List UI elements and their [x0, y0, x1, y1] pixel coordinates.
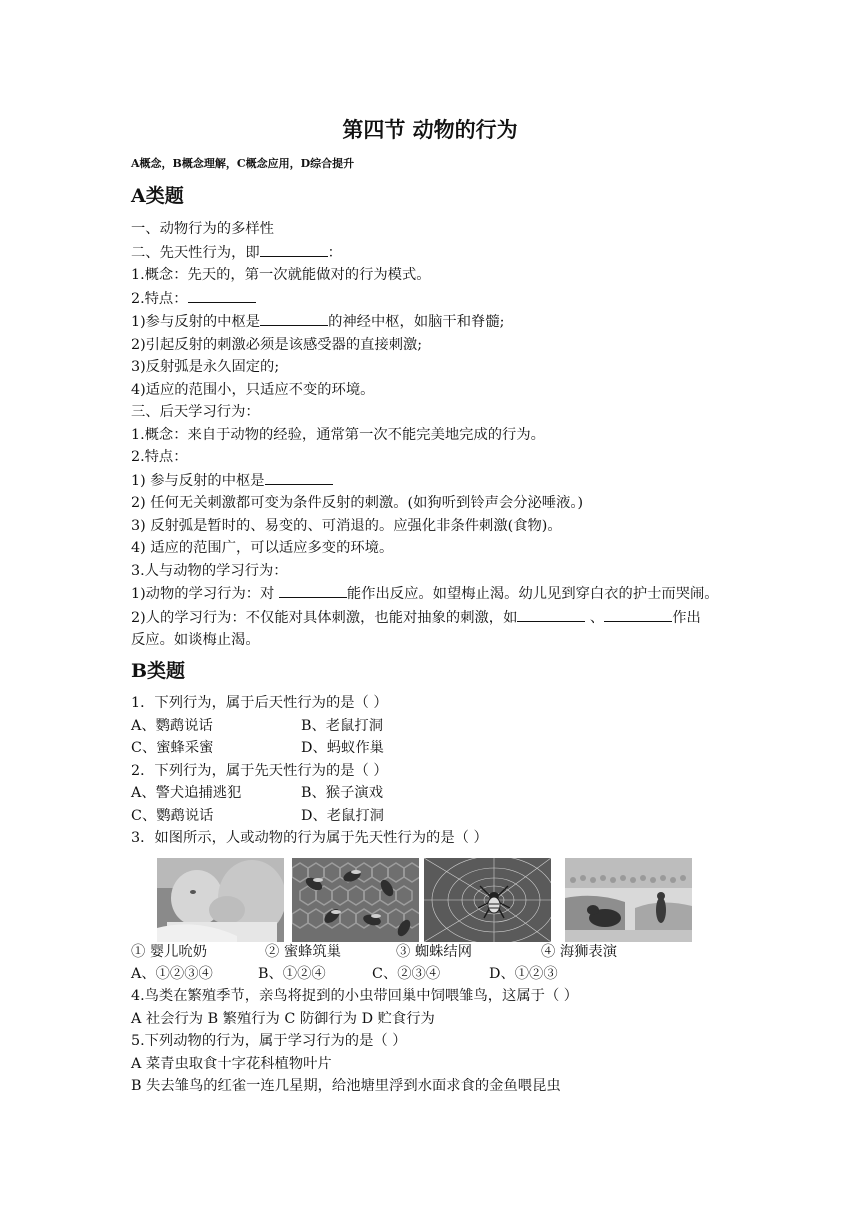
question-option-b: B 失去雏鸟的红雀一连几星期，给池塘里浮到水面求食的金鱼喂昆虫	[131, 1078, 561, 1094]
question-1: 1．下列行为，属于后天性行为的是（ ）	[131, 695, 388, 711]
text-line: 1)参与反射的中枢是 的神经中枢，如脑干和脊髓;	[131, 310, 741, 334]
question-options: A、鹦鹉说话 B、老鼠打洞	[131, 717, 383, 734]
caption-2: ② 蜜蜂筑巢	[265, 944, 342, 960]
text-line: 2.特点：	[131, 287, 741, 311]
question-4: 4.鸟类在繁殖季节，亲鸟将捉到的小虫带回巢中饲喂雏鸟，这属于（ ）	[131, 988, 579, 1004]
question-option-a: A 菜青虫取食十字花科植物叶片	[131, 1055, 332, 1072]
option: D、①②③	[489, 966, 558, 982]
text-line: 1)动物的学习行为：对 能作出反应。如望梅止渴。幼儿见到穿白衣的护士而哭闹。	[131, 582, 741, 606]
text-line: 1.概念：来自于动物的经验，通常第一次不能完美地完成的行为。	[131, 426, 545, 443]
bees-honeycomb-photo	[292, 858, 419, 942]
text-line: 4) 适应的范围广，可以适应多变的环境。	[131, 540, 394, 556]
baby-nursing-photo	[157, 858, 284, 942]
fill-blank	[604, 606, 672, 622]
text-line: 2.特点：	[131, 449, 188, 465]
text-line: 3)反射弧是永久固定的;	[131, 359, 280, 375]
text-line: 反应。如谈梅止渴。	[131, 632, 260, 648]
fill-blank	[260, 310, 328, 326]
question-2: 2．下列行为，属于先天性行为的是（ ）	[131, 762, 388, 779]
fill-blank	[517, 606, 585, 622]
text-line: 一、动物行为的多样性	[131, 221, 274, 237]
sea-lion-show-photo	[565, 858, 692, 942]
text-line: 二、先天性行为，即 ：	[131, 241, 741, 265]
question-5: 5.下列动物的行为，属于学习行为的是（ ）	[131, 1033, 407, 1049]
page-subtitle: A概念，B概念理解，C概念应用，D综合提升	[131, 157, 355, 170]
text-line: 3.人与动物的学习行为：	[131, 562, 288, 579]
option: A、①②③④	[131, 966, 213, 982]
text-line: 4)适应的范围小，只适应不变的环境。	[131, 381, 375, 398]
caption-3: ③ 蜘蛛结网	[396, 944, 473, 960]
text-line: 2)引起反射的刺激必须是该感受器的直接刺激;	[131, 336, 423, 353]
question-options: A、警犬追捕逃犯 B、猴子演戏	[131, 785, 383, 801]
section-b-more-questions	[131, 985, 741, 1098]
spider-web-photo	[424, 858, 551, 942]
fill-blank	[188, 287, 256, 303]
fill-blank	[260, 241, 328, 257]
section-a-heading: A类题	[131, 185, 184, 207]
text-line: 2)人的学习行为：不仅能对具体刺激，也能对抽象的刺激，如 、 作出	[131, 606, 741, 630]
question-options: C、蜜蜂采蜜 D、蚂蚁作巢	[131, 740, 384, 756]
section-b-questions	[131, 692, 741, 850]
text-line: 2) 任何无关刺激都可变为条件反射的刺激。(如狗听到铃声会分泌唾液。)	[131, 495, 584, 511]
caption-4: ④ 海狮表演	[541, 944, 618, 960]
question-options: C、鹦鹉说话 D、老鼠打洞	[131, 807, 384, 824]
question-3: 3．如图所示，人或动物的行为属于先天性行为的是（ ）	[131, 830, 488, 846]
page-title: 第四节 动物的行为	[342, 117, 518, 142]
option: C、②③④	[372, 966, 441, 982]
fill-blank	[265, 469, 333, 485]
text-line: 1.概念：先天的，第一次就能做对的行为模式。	[131, 267, 431, 283]
question-3-photos	[157, 858, 717, 942]
text-line: 三、后天学习行为：	[131, 404, 260, 420]
caption-1: ① 婴儿吮奶	[131, 944, 208, 960]
section-b-heading: B类题	[131, 660, 186, 682]
text-line: 3) 反射弧是暂时的、易变的、可消退的。应强化非条件刺激(食物)。	[131, 517, 562, 534]
text-line: 1) 参与反射的中枢是	[131, 469, 741, 493]
option: B、①②④	[258, 966, 326, 982]
section-a-content	[131, 218, 741, 652]
question-options: A 社会行为 B 繁殖行为 C 防御行为 D 贮食行为	[131, 1010, 435, 1027]
fill-blank	[279, 582, 347, 598]
